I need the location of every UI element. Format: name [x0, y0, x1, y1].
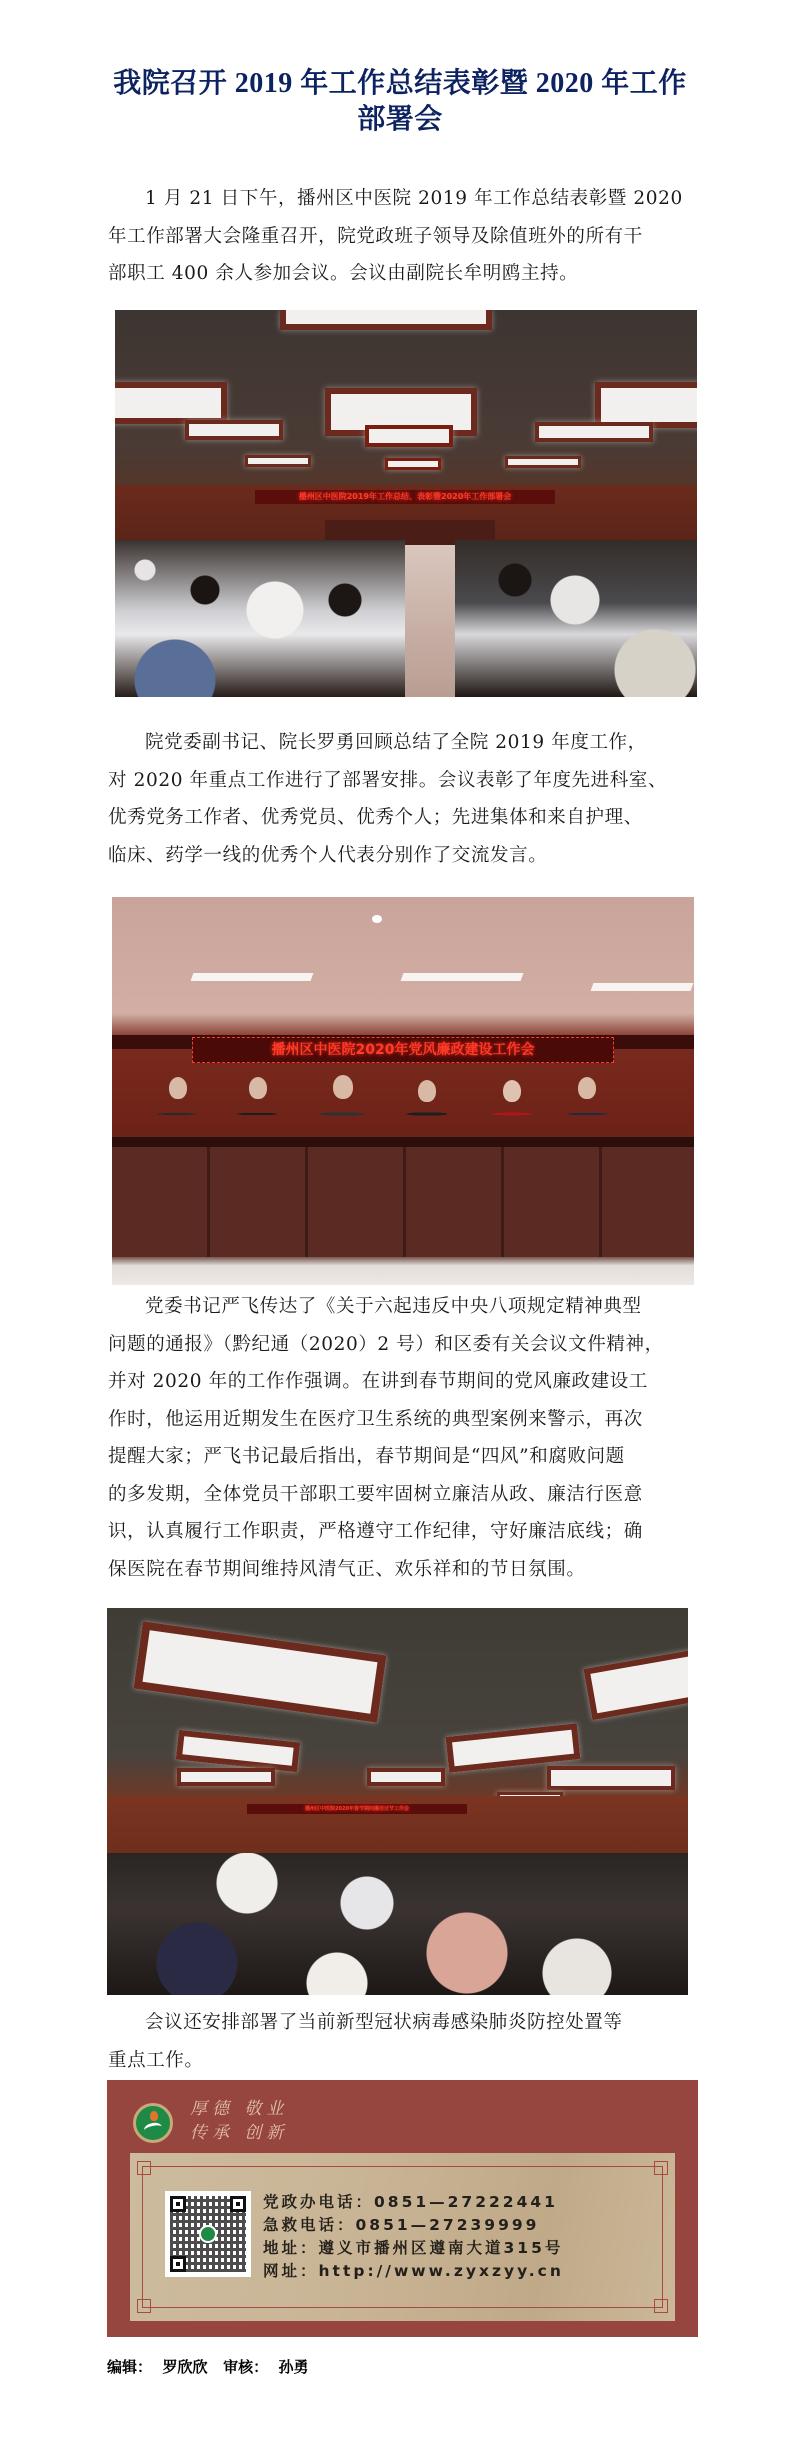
title-line-1: 我院召开 2019 年工作总结表彰暨 2020 年工作: [113, 68, 687, 99]
frame-knot-icon: [654, 2299, 668, 2313]
text-line: 会议还安排部署了当前新型冠状病毒感染肺炎防控处置等: [145, 2012, 623, 2033]
contact-office-phone: 党政办电话：0851—27222441: [263, 2193, 558, 2211]
contact-address: 地址：遵义市播州区遵南大道315号: [263, 2239, 564, 2257]
text-line: 党委书记严飞传达了《关于六起违反中央八项规定精神典型: [145, 1296, 642, 1317]
text-line: 并对 2020 年的工作作强调。在讲到春节期间的党风廉政建设工: [108, 1371, 648, 1392]
article-title: [100, 66, 700, 138]
editor-credits: 编辑： 罗欣欣 审核： 孙勇: [107, 2358, 309, 2376]
contact-emergency-phone: 急救电话：0851—27239999: [263, 2216, 540, 2234]
text-line: 对 2020 年重点工作进行了部署安排。会议表彰了年度先进科室、: [108, 769, 668, 791]
paragraph-3: [108, 1288, 698, 1588]
led-banner: 播州区中医院2020年春节期间廉洁过节工作会: [247, 1804, 467, 1814]
photo-podium: [112, 897, 694, 1285]
text-line: 问题的通报》（黔纪通（2020）2 号）和区委有关会议文件精神，: [108, 1333, 664, 1355]
text-line: 保医院在春节期间维持风清气正、欢乐祥和的节日氛围。: [108, 1558, 586, 1580]
photo-meeting-hall: [115, 310, 697, 697]
slogan-line-1: 厚德 敬业: [190, 2099, 289, 2119]
frame-knot-icon: [137, 2299, 151, 2313]
slogan-line-2: 传承 创新: [190, 2123, 289, 2143]
contact-website[interactable]: 网址：http://www.zyxzyy.cn: [263, 2262, 564, 2280]
text-line: 年工作部署大会隆重召开，院党政班子领导及除值班外的所有干: [108, 225, 643, 247]
frame-knot-icon: [654, 2161, 668, 2175]
text-line: 临床、药学一线的优秀个人代表分别作了交流发言。: [108, 844, 548, 866]
qr-center-logo-icon: [199, 2225, 217, 2243]
text-line: 提醒大家；严飞书记最后指出，春节期间是“四风”和腐败问题: [108, 1446, 625, 1467]
text-line: 识，认真履行工作职责，严格遵守工作纪律，守好廉洁底线；确: [108, 1521, 643, 1542]
paragraph-2: [108, 724, 698, 874]
led-banner: 播州区中医院2019年工作总结、表彰暨2020年工作部署会: [255, 490, 555, 504]
text-line: 重点工作。: [108, 2049, 204, 2071]
frame-knot-icon: [137, 2161, 151, 2175]
hospital-logo-icon: [133, 2103, 173, 2143]
title-line-2: 部署会: [357, 104, 443, 135]
qr-code-icon[interactable]: [165, 2191, 251, 2277]
text-line: 部职工 400 余人参加会议。会议由副院长牟明鸥主持。: [108, 263, 579, 284]
text-line: 优秀党务工作者、优秀党员、优秀个人；先进集体和来自护理、: [108, 807, 643, 828]
text-line: 的多发期，全体党员干部职工要牢固树立廉洁从政、廉洁行医意: [108, 1483, 643, 1505]
text-line: 作时，他运用近期发生在医疗卫生系统的典型案例来警示，再次: [108, 1408, 643, 1430]
text-line: 院党委副书记、院长罗勇回顾总结了全院 2019 年度工作，: [145, 732, 647, 753]
led-banner: 播州区中医院2020年党风廉政建设工作会: [192, 1037, 614, 1063]
paragraph-4: [108, 2004, 698, 2079]
paragraph-1: [108, 180, 698, 293]
photo-audience: [107, 1608, 688, 1995]
text-line: 1 月 21 日下午，播州区中医院 2019 年工作总结表彰暨 2020: [145, 188, 683, 209]
